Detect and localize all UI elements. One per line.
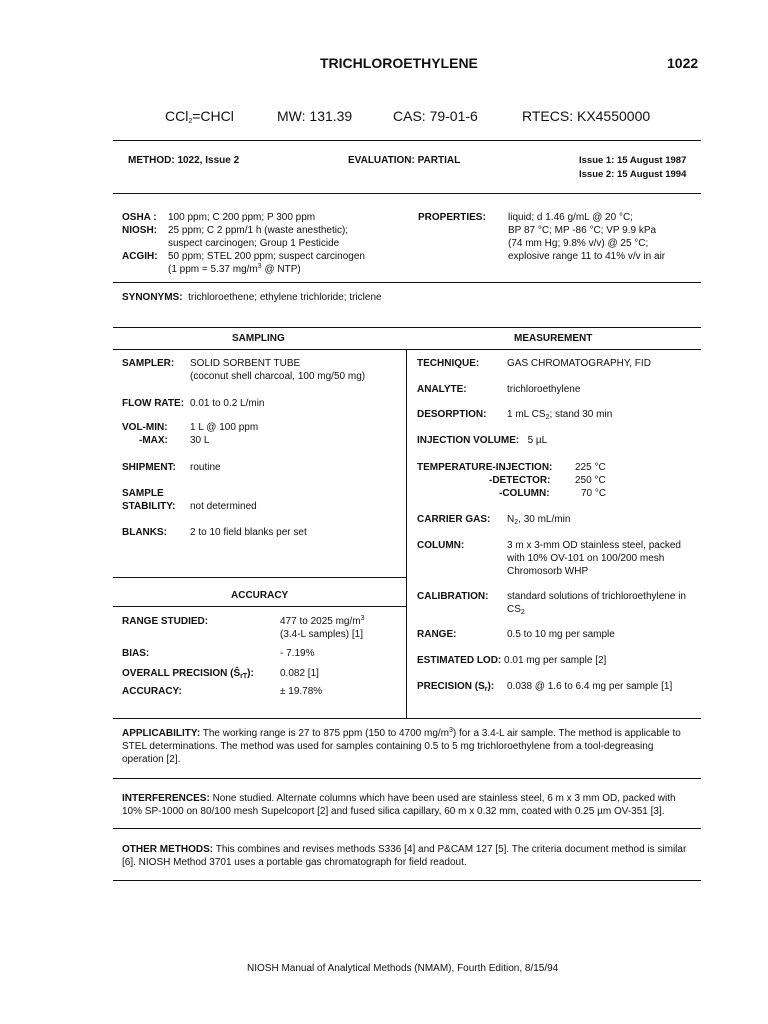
divider (113, 718, 701, 719)
chemical-formula: CCl$_2$=CHCl (165, 108, 234, 125)
desorption-label: DESORPTION: (417, 409, 487, 420)
rtecs-number: RTECS: KX4550000 (522, 108, 651, 124)
sampling-heading: SAMPLING (232, 333, 285, 344)
column-line: with 10% OV-101 on 100/200 mesh (507, 553, 665, 564)
bias-label: BIAS: (122, 648, 150, 659)
analyte-value: trichloroethylene (507, 384, 581, 395)
synonyms: SYNONYMS: trichloroethene; ethylene trichloride; triclene (122, 292, 382, 303)
niosh-label: NIOSH: (122, 225, 157, 236)
temp-detector-value: 250 °C (575, 475, 606, 486)
overall-precision-label: OVERALL PRECISION $(Ŝ_{rT})$: (122, 668, 254, 680)
divider (113, 577, 406, 578)
temp-column-label: -COLUMN: (499, 488, 550, 499)
divider (113, 193, 701, 194)
overall-precision-value: 0.082 [1] (280, 668, 319, 679)
molecular-weight: MW: 131.39 (277, 108, 353, 124)
cas-number: CAS: 79-01-6 (393, 108, 478, 124)
precision-label: PRECISION $(S_r)$: (417, 681, 495, 693)
range-value: 0.5 to 10 mg per sample (507, 629, 615, 640)
temp-column-value: 70 °C (581, 488, 607, 499)
range-studied-value-2: (3.4-L samples) [1] (280, 629, 363, 640)
precision-value: 0.038 @ 1.6 to 6.4 mg per sample [1] (507, 681, 673, 692)
niosh-value-2: suspect carcinogen; Group 1 Pesticide (168, 238, 340, 249)
sampler-label: SAMPLER: (122, 358, 175, 369)
desorption-value: 1 mL $CS_2$; stand 30 min (507, 409, 613, 421)
vol-min-label: VOL-MIN: (122, 422, 168, 433)
column-divider (406, 349, 407, 718)
range-label: RANGE: (417, 629, 457, 640)
properties-label: PROPERTIES: (418, 212, 486, 223)
osha-value: 100 ppm; C 200 ppm; P 300 ppm (168, 212, 316, 223)
divider (113, 606, 406, 607)
evaluation: EVALUATION: PARTIAL (348, 155, 461, 166)
niosh-value: 25 ppm; C 2 ppm/1 h (waste anesthetic); (168, 225, 349, 236)
shipment-value: routine (190, 462, 221, 473)
page-title: TRICHLOROETHYLENE (320, 55, 478, 71)
sample-stability-label: SAMPLE (122, 488, 164, 499)
osha-label: OSHA : (122, 212, 157, 223)
technique-label: TECHNIQUE: (417, 358, 480, 369)
acgih-value: 50 ppm; STEL 200 ppm; suspect carcinogen (168, 251, 365, 262)
issue-1-date: Issue 1: 15 August 1987 (579, 155, 687, 166)
method-number: 1022 (667, 55, 699, 71)
acgih-label: ACGIH: (122, 251, 158, 262)
divider (113, 349, 701, 350)
column-line: Chromosorb WHP (507, 566, 589, 577)
accuracy-label: ACCURACY: (122, 686, 182, 697)
bias-value: - 7.19% (280, 648, 315, 659)
temp-injection-value: 225 °C (575, 462, 606, 473)
divider (113, 828, 701, 829)
stability-value: not determined (190, 501, 257, 512)
measurement-heading: MEASUREMENT (514, 333, 593, 344)
method-issue: METHOD: 1022, Issue 2 (128, 155, 240, 166)
range-studied-value: 477 to 2025 $mg/m^3$ (280, 615, 365, 627)
carrier-gas-value: $N_2$, 30 mL/min (507, 514, 571, 526)
divider (113, 140, 701, 141)
estimated-lod: ESTIMATED LOD: 0.01 mg per sample [2] (417, 655, 607, 666)
flow-rate-label: FLOW RATE: (122, 398, 185, 409)
range-studied-label: RANGE STUDIED: (122, 616, 209, 627)
analyte-label: ANALYTE: (417, 384, 467, 395)
divider (113, 327, 701, 328)
flow-rate-value: 0.01 to 0.2 L/min (190, 398, 265, 409)
column-label: COLUMN: (417, 540, 465, 551)
column-line: 3 m x 3-mm OD stainless steel, packed (507, 540, 681, 551)
accuracy-value: ± 19.78% (280, 686, 323, 697)
page-footer: NIOSH Manual of Analytical Methods (NMAM), Fourth Edition, 8/15/94 (247, 963, 559, 974)
properties-line: (74 mm Hg; 9.8% v/v) @ 25 °C; (508, 238, 649, 249)
calibration-value: standard solutions of trichloroethylene in (507, 591, 686, 602)
sampler-value-2: (coconut shell charcoal, 100 mg/50 mg) (190, 371, 366, 382)
blanks-label: BLANKS: (122, 527, 167, 538)
applicability-paragraph: APPLICABILITY: The working range is 27 to 875 ppm (150 to 4700 $mg/m^3$) for a 3.4-L air sample. The method is applicable to STEL determinations. The method was used for samples containing 0.5 to 5 mg trichloroethylene from a tool-degreasing operation [2]. (122, 727, 681, 765)
properties-line: BP 87 °C; MP -86 °C; VP 9.9 kPa (508, 225, 657, 236)
calibration-label: CALIBRATION: (417, 591, 489, 602)
divider (113, 880, 701, 881)
interferences-paragraph: INTERFERENCES: None studied. Alternate columns which have been used are stainless steel, 6 m x 3 mm OD, packed with 10% SP-1000 on 80/100 mesh Supelcoport [2] and fused silica capillary, 60 m x 0.32 mm, coated with 0.25 µm OV-351 [3]. (122, 793, 676, 817)
other-methods-paragraph: OTHER METHODS: This combines and revises methods S336 [4] and P&CAM 127 [5]. The criteria document method is similar [6]. NIOSH Method 3701 uses a portable gas chromatograph for field readout. (122, 844, 687, 868)
injection-volume: INJECTION VOLUME: 5 µL (417, 435, 548, 446)
shipment-label: SHIPMENT: (122, 462, 176, 473)
temp-injection-label: TEMPERATURE-INJECTION: (417, 462, 553, 473)
properties-line: liquid; d 1.46 g/mL @ 20 °C; (508, 212, 633, 223)
calibration-value-2: $CS_2$ (507, 604, 525, 616)
sample-stability-label-2: STABILITY: (122, 501, 176, 512)
acgih-value-2: (1 ppm = 5.37 $mg/m^3$ @ NTP) (168, 263, 301, 275)
technique-value: GAS CHROMATOGRAPHY, FID (507, 358, 651, 369)
carrier-gas-label: CARRIER GAS: (417, 514, 491, 525)
divider (113, 282, 701, 283)
vol-max-label: -MAX: (139, 435, 168, 446)
sampler-value: SOLID SORBENT TUBE (190, 358, 301, 369)
temp-detector-label: -DETECTOR: (489, 475, 551, 486)
vol-min-value: 1 L @ 100 ppm (190, 422, 259, 433)
properties-line: explosive range 11 to 41% v/v in air (508, 251, 666, 262)
blanks-value: 2 to 10 field blanks per set (190, 527, 307, 538)
issue-2-date: Issue 2: 15 August 1994 (579, 169, 687, 180)
vol-max-value: 30 L (190, 435, 210, 446)
divider (113, 778, 701, 779)
accuracy-heading: ACCURACY (231, 590, 289, 601)
